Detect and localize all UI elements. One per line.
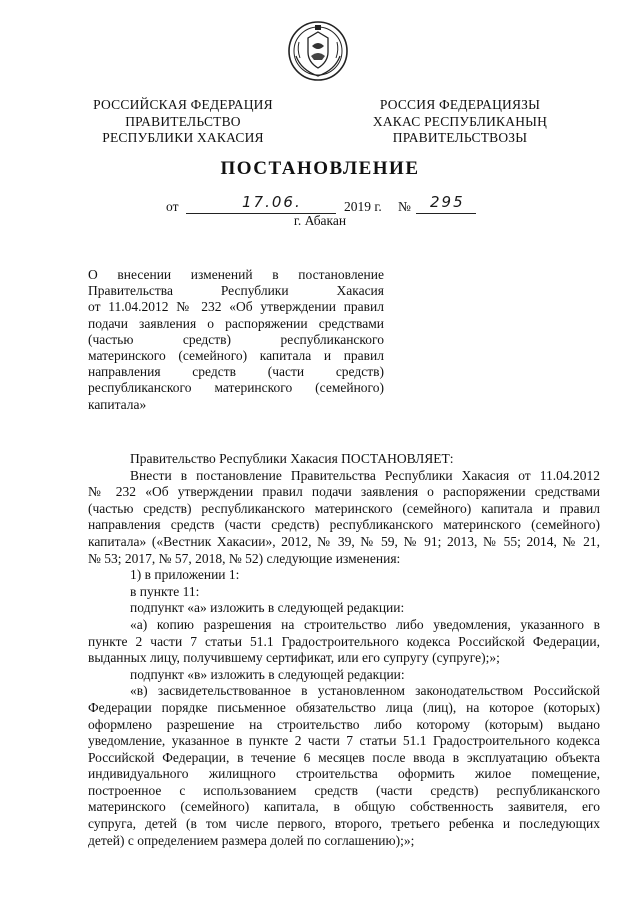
document-title: ПОСТАНОВЛЕНИЕ bbox=[220, 158, 420, 179]
handwritten-number: 295 bbox=[430, 193, 465, 211]
subject-block bbox=[88, 267, 384, 413]
header-left-block bbox=[88, 97, 278, 147]
subject-line: (частью средств) республиканского bbox=[88, 331, 384, 347]
subject-line: Правительства Республики Хакасия bbox=[88, 283, 384, 299]
body-line: (частью средств) республиканского материнского (семейного) капитала и правил bbox=[88, 500, 600, 516]
body-line: Российской Федерации, в течение 6 месяцев после ввода в эксплуатацию объекта bbox=[88, 749, 600, 765]
body-line: направления средств (части средств) республиканского материнского (семейного) bbox=[88, 517, 600, 533]
body-line: № 232 «Об утверждении правил подачи заявления о распоряжении средствами bbox=[88, 484, 600, 500]
body-line: уведомление, указанное в пункте 2 части 7 статьи 51.1 Градостроительного кодекса bbox=[88, 733, 600, 749]
header-left-line-2: ПРАВИТЕЛЬСТВО bbox=[125, 113, 241, 129]
header-left-line-1: РОССИЙСКАЯ ФЕДЕРАЦИЯ bbox=[93, 97, 273, 112]
handwritten-date: 17.06. bbox=[242, 193, 302, 211]
body-line: оформлено разрешение на строительство либо которому (которым) выдано bbox=[88, 716, 600, 732]
subject-line: капитала» bbox=[88, 396, 147, 412]
body-line: Федерации порядке письменное обязательство лица (лиц), на которое (которых) bbox=[88, 699, 600, 715]
subject-line: О внесении изменений в постановление bbox=[88, 267, 384, 282]
header-left-line-3: РЕСПУБЛИКИ ХАКАСИЯ bbox=[102, 130, 264, 145]
body-line: детей) с определением размера долей по соглашению);»; bbox=[88, 832, 415, 848]
body-line: капитала» («Вестник Хакасии», 2012, № 39, № 59, № 91; 2013, № 55; 2014, № 21, bbox=[88, 533, 600, 549]
subject-line: направления средств (части средств) bbox=[88, 364, 384, 380]
body-line: № 53; 2017, № 57, 2018, № 52) следующие изменения: bbox=[88, 550, 401, 566]
header-right-line-1: РОССИЯ ФЕДЕРАЦИЯЗЫ bbox=[379, 97, 541, 112]
header-right-block bbox=[360, 97, 560, 147]
date-prefix: от bbox=[166, 199, 179, 214]
body-line: Внести в постановление Правительства Республики Хакасия от 11.04.2012 bbox=[130, 467, 600, 483]
body-line: 1) в приложении 1: bbox=[130, 567, 240, 583]
body-line: построенное с использованием средств (части средств) республиканского bbox=[88, 782, 600, 798]
subject-line: материнского (семейного) капитала и правил bbox=[88, 348, 384, 364]
body-line: «а) копию разрешения на строительство либо уведомления, указанного в bbox=[130, 616, 600, 632]
body-line: Правительство Республики Хакасия ПОСТАНОВЛЯЕТ: bbox=[130, 451, 454, 466]
subject-line: подачи заявления о распоряжении средствами bbox=[88, 315, 384, 331]
body-line: выданных лицу, получившему сертификат, или его супругу (супруге);»; bbox=[88, 650, 500, 666]
city-name: г. Абакан bbox=[293, 213, 347, 228]
body-line: в пункте 11: bbox=[130, 583, 200, 599]
body-line: «в) засвидетельствованное в установленном законодательством Российской bbox=[130, 683, 600, 699]
subject-line: от 11.04.2012 № 232 «Об утверждении правил bbox=[88, 299, 384, 315]
body-line: подпункт «в» изложить в следующей редакции: bbox=[130, 666, 405, 682]
body-line: подпункт «а» изложить в следующей редакции: bbox=[130, 600, 405, 616]
coat-of-arms-emblem bbox=[287, 20, 349, 82]
subject-line: республиканского материнского (семейного) bbox=[88, 380, 384, 396]
header-right-line-3: ПРАВИТЕЛЬСТВОЗЫ bbox=[392, 130, 528, 145]
number-sign: № bbox=[398, 199, 411, 214]
body-line: супруга, детей (в том числе первого, второго, третьего ребенка и последующих bbox=[88, 816, 600, 832]
document-body bbox=[88, 451, 600, 849]
body-line: пункте 2 части 7 статьи 51.1 Градостроительного кодекса Российской Федерации, bbox=[88, 633, 600, 649]
body-line: материнского (семейного) капитала, в общую собственность заявителя, его bbox=[88, 799, 600, 815]
header-right-line-2: ХАКАС РЕСПУБЛИКАНЫҢ bbox=[372, 113, 548, 129]
body-line: индивидуального жилищного строительства оформить жилое помещение, bbox=[88, 766, 600, 782]
date-year: 2019 г. bbox=[344, 199, 382, 214]
